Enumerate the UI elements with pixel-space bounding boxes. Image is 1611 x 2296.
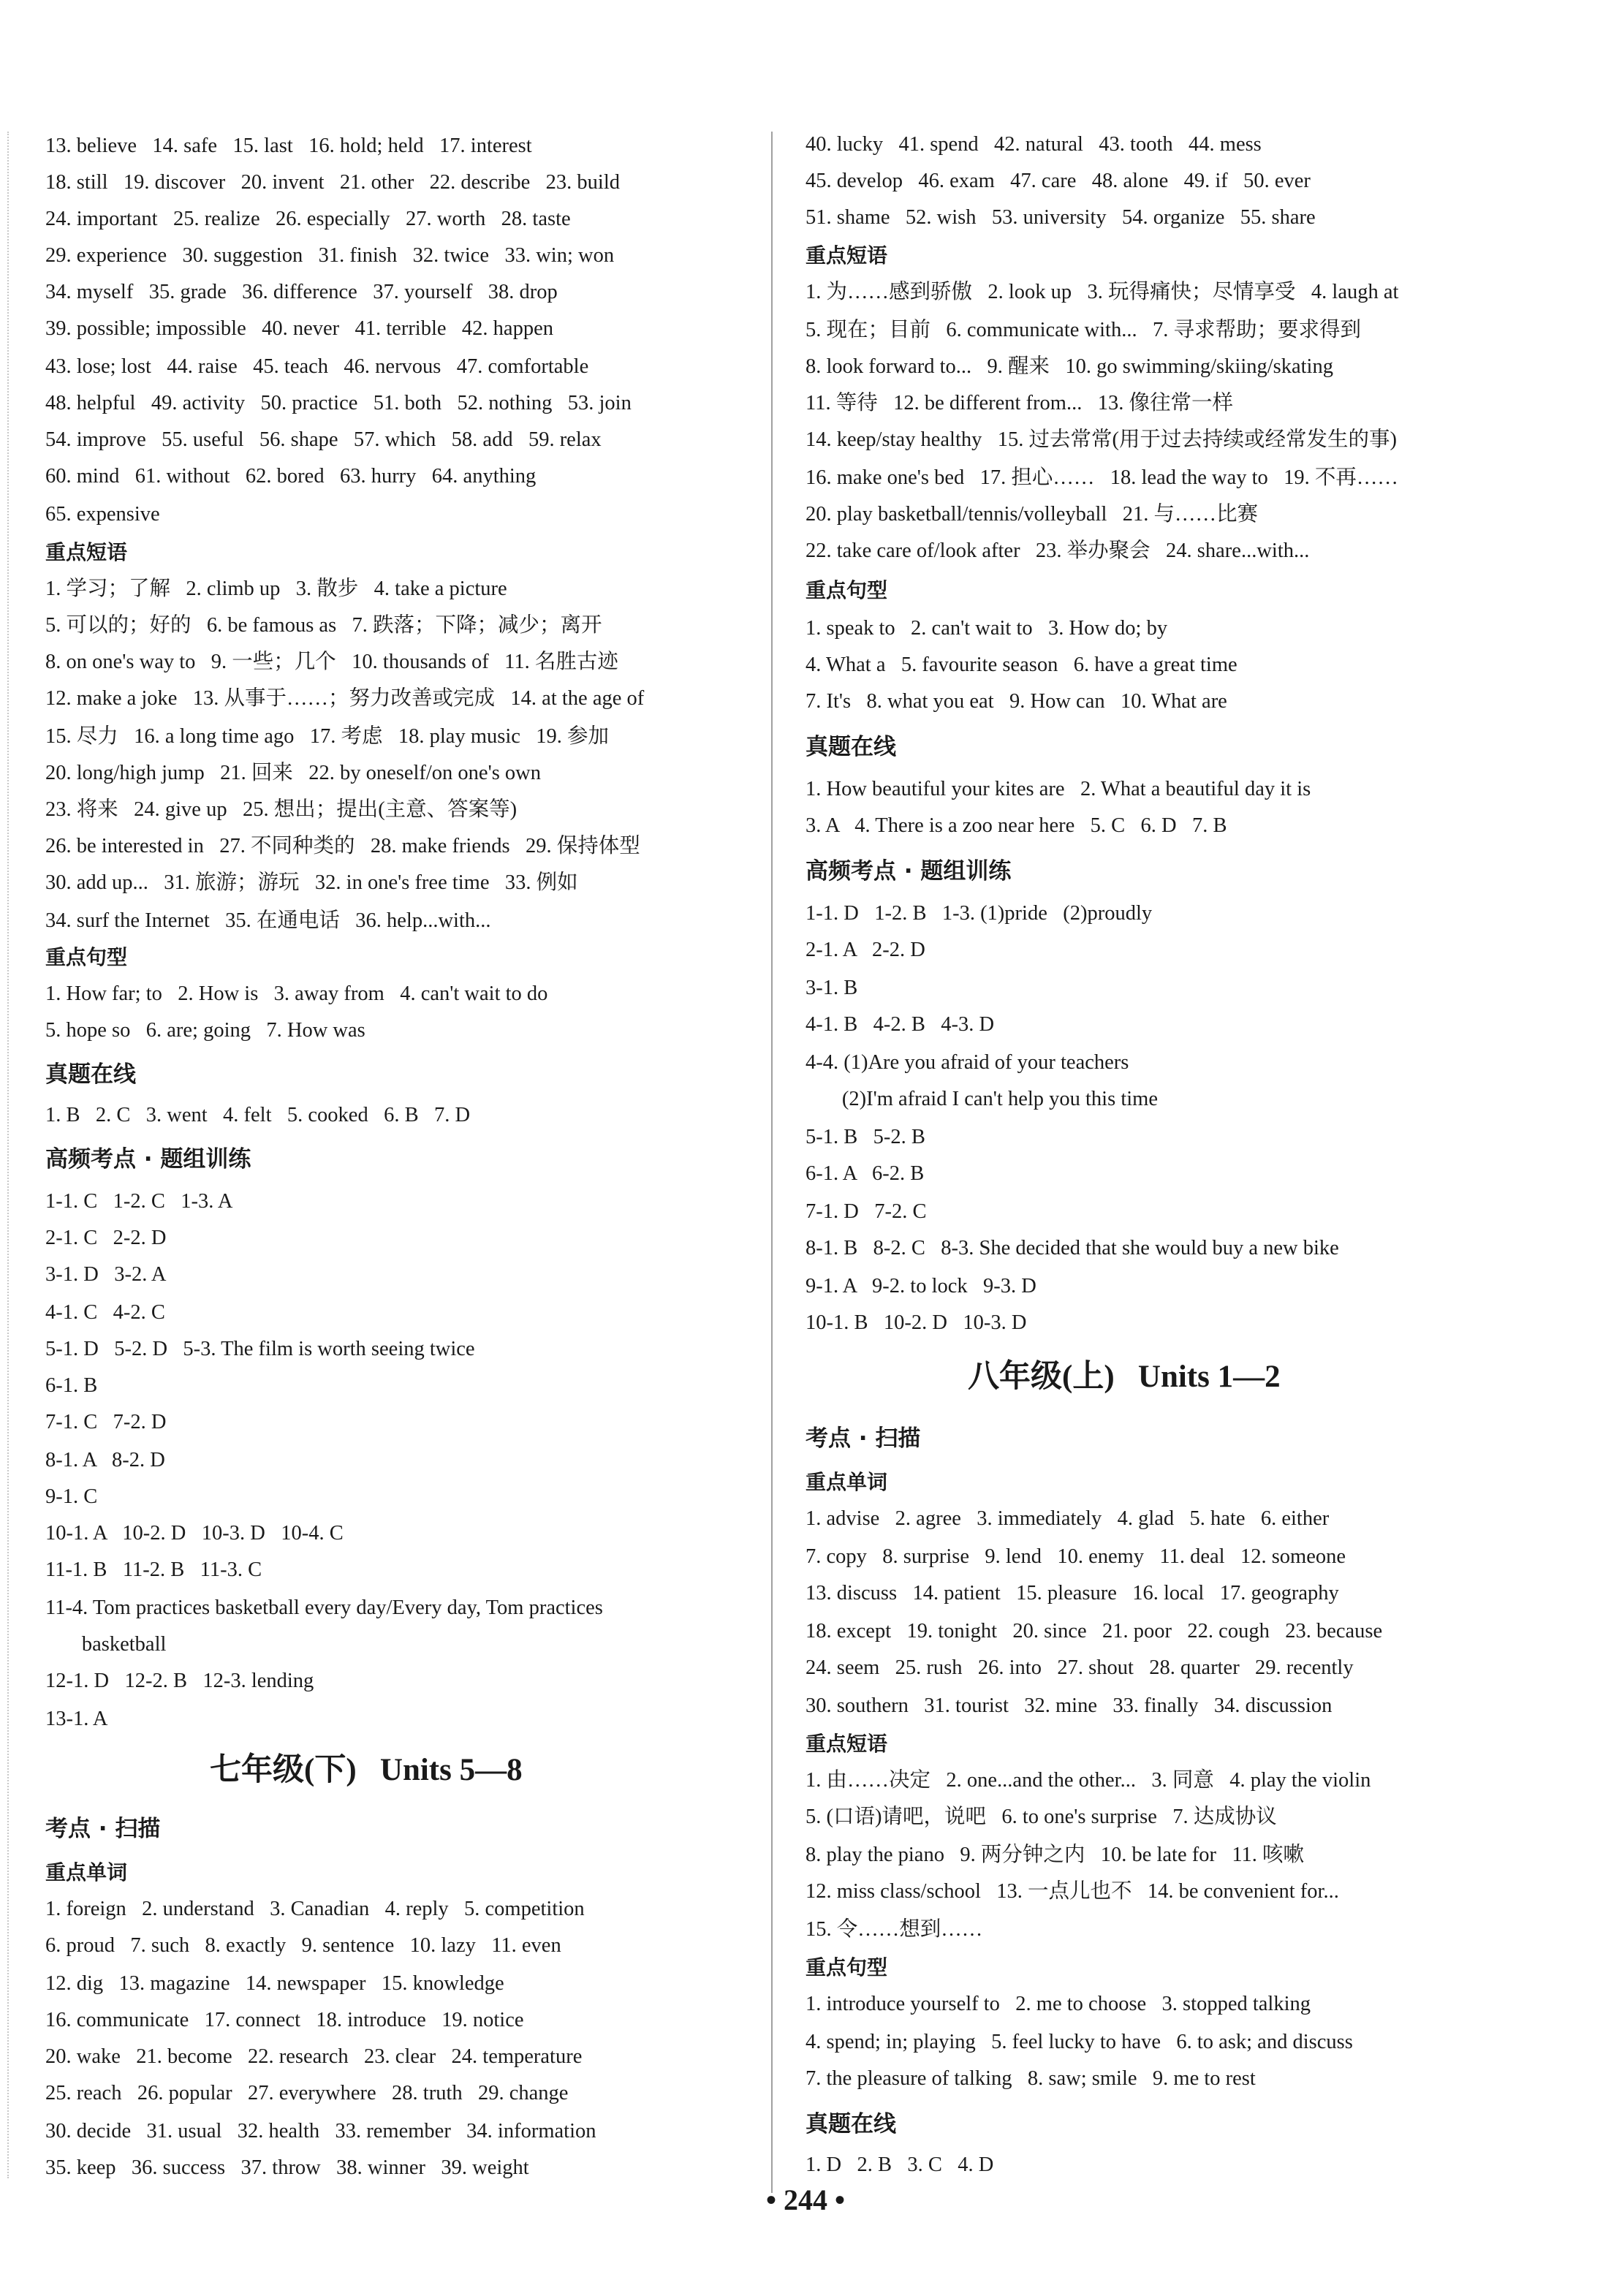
answer-line: 45. develop 46. exam 47. care 48. alone 49. if 50. ever	[806, 170, 1311, 192]
answer-line: 9-1. C	[45, 1485, 98, 1508]
answer-line: 16. communicate 17. connect 18. introduce 19. notice	[45, 2009, 524, 2031]
answer-line: 22. take care of/look after 23. 举办聚会 24. share...with...	[806, 539, 1310, 562]
answer-line: 14. keep/stay healthy 15. 过去常常(用于过去持续或经常发生的事)	[806, 428, 1397, 451]
answer-line: 54. improve 55. useful 56. shape 57. which 58. add 59. relax	[45, 428, 602, 451]
answer-line: 1. foreign 2. understand 3. Canadian 4. reply 5. competition	[45, 1898, 585, 1920]
answer-line: 30. southern 31. tourist 32. mine 33. finally 34. discussion	[806, 1694, 1333, 1717]
answer-line: 65. expensive	[45, 503, 160, 526]
answer-line: 1-1. C 1-2. C 1-3. A	[45, 1190, 233, 1213]
answer-line: 30. add up... 31. 旅游；游玩 32. in one's free time 33. 例如	[45, 871, 578, 894]
page-number: • 244 •	[765, 2183, 845, 2216]
answer-line: 15. 尽力 16. a long time ago 17. 考虑 18. play music 19. 参加	[45, 725, 610, 748]
answer-line: 7-1. D 7-2. C	[806, 1200, 927, 1223]
answer-line: 18. still 19. discover 20. invent 21. other 22. describe 23. build	[45, 171, 621, 194]
answer-line: 1. 学习；了解 2. climb up 3. 散步 4. take a picture	[45, 577, 507, 600]
answer-line: 1. How far; to 2. How is 3. away from 4. can't wait to do	[45, 982, 548, 1005]
answer-line: 34. myself 35. grade 36. difference 37. yourself 38. drop	[45, 281, 558, 303]
section-heading: 重点单词	[806, 1470, 888, 1494]
answer-line: 43. lose; lost 44. raise 45. teach 46. nervous 47. comfortable	[45, 355, 589, 378]
answer-line: 34. surf the Internet 35. 在通电话 36. help...with...	[45, 909, 491, 932]
section-heading: 重点单词	[45, 1860, 128, 1884]
answer-line: 8. look forward to... 9. 醒来 10. go swimming/skiing/skating	[806, 355, 1333, 378]
answer-line: 26. be interested in 27. 不同种类的 28. make friends 29. 保持体型	[45, 835, 640, 857]
answer-line: 1. advise 2. agree 3. immediately 4. glad 5. hate 6. either	[806, 1507, 1330, 1530]
answer-line: 3-1. B	[806, 977, 858, 999]
section-heading: 真题在线	[806, 734, 896, 760]
answer-line: 4-4. (1)Are you afraid of your teachers	[806, 1051, 1129, 1074]
answer-line: 39. possible; impossible 40. never 41. terrible 42. happen	[45, 317, 553, 340]
answer-line: 11. 等待 12. be different from... 13. 像往常一样	[806, 392, 1233, 414]
answer-line: 3. A 4. There is a zoo near here 5. C 6. D 7. B	[806, 814, 1227, 837]
answer-line: 4. spend; in; playing 5. feel lucky to have 6. to ask; and discuss	[806, 2031, 1353, 2053]
answer-line: 11-1. B 11-2. B 11-3. C	[45, 1558, 262, 1581]
answer-line: 1. speak to 2. can't wait to 3. How do; by	[806, 617, 1168, 640]
answer-line: 4-1. C 4-2. C	[45, 1301, 165, 1324]
answer-line: 1. D 2. B 3. C 4. D	[806, 2153, 994, 2176]
section-heading: 真题在线	[806, 2111, 896, 2137]
answer-line: (2)I'm afraid I can't help you this time	[806, 1088, 1158, 1110]
answer-line: 1. 为……感到骄傲 2. look up 3. 玩得痛快；尽情享受 4. laugh at	[806, 281, 1399, 303]
answer-line: 5-1. D 5-2. D 5-3. The film is worth seeing twice	[45, 1338, 475, 1360]
answer-line: 1. 由……决定 2. one...and the other... 3. 同意 4. play the violin	[806, 1769, 1371, 1792]
answer-line: 7. the pleasure of talking 8. saw; smile 9. me to rest	[806, 2067, 1256, 2090]
answer-line: 18. except 19. tonight 20. since 21. poor 22. cough 23. because	[806, 1620, 1383, 1643]
answer-line: 12. make a joke 13. 从事于……；努力改善或完成 14. at the age of	[45, 687, 645, 710]
answer-line: 30. decide 31. usual 32. health 33. remember 34. information	[45, 2120, 596, 2142]
answer-line: 12-1. D 12-2. B 12-3. lending	[45, 1670, 314, 1692]
answer-line: 12. miss class/school 13. 一点儿也不 14. be convenient for...	[806, 1880, 1339, 1903]
answer-line: basketball	[45, 1633, 167, 1656]
answer-line: 8. play the piano 9. 两分钟之内 10. be late for 11. 咳嗽	[806, 1844, 1305, 1866]
answer-line: 7. copy 8. surprise 9. lend 10. enemy 11. deal 12. someone	[806, 1545, 1346, 1568]
answer-line: 48. helpful 49. activity 50. practice 51. both 52. nothing 53. join	[45, 392, 632, 414]
answer-line: 6. proud 7. such 8. exactly 9. sentence 10. lazy 11. even	[45, 1934, 561, 1957]
answer-line: 8-1. B 8-2. C 8-3. She decided that she would buy a new bike	[806, 1237, 1339, 1259]
unit-title: 七年级(下) Units 5—8	[210, 1753, 523, 1787]
answer-line: 11-4. Tom practices basketball every day/Every day, Tom practices	[45, 1596, 603, 1619]
answer-line: 13-1. A	[45, 1708, 108, 1730]
answer-line: 20. play basketball/tennis/volleyball 21. 与……比赛	[806, 503, 1258, 526]
answer-line: 5. hope so 6. are; going 7. How was	[45, 1019, 365, 1042]
answer-line: 10-1. B 10-2. D 10-3. D	[806, 1311, 1027, 1334]
section-heading: 考点 · 扫描	[45, 1816, 161, 1842]
answer-line: 4. What a 5. favourite season 6. have a great time	[806, 653, 1237, 676]
answer-line: 1. B 2. C 3. went 4. felt 5. cooked 6. B 7. D	[45, 1104, 471, 1126]
answer-line: 40. lucky 41. spend 42. natural 43. tooth 44. mess	[806, 133, 1262, 156]
answer-line: 29. experience 30. suggestion 31. finish 32. twice 33. win; won	[45, 244, 615, 267]
section-heading: 高频考点 · 题组训练	[45, 1146, 251, 1172]
answer-line: 5-1. B 5-2. B	[806, 1126, 925, 1148]
answer-line: 15. 令……想到……	[806, 1918, 983, 1941]
answer-line: 3-1. D 3-2. A	[45, 1263, 167, 1286]
unit-title: 八年级(上) Units 1—2	[968, 1360, 1281, 1394]
answer-line: 5. (口语)请吧，说吧 6. to one's surprise 7. 达成协议	[806, 1806, 1277, 1828]
answer-line: 13. believe 14. safe 15. last 16. hold; held 17. interest	[45, 134, 532, 157]
answer-line: 35. keep 36. success 37. throw 38. winner 39. weight	[45, 2156, 529, 2179]
answer-line: 4-1. B 4-2. B 4-3. D	[806, 1013, 995, 1036]
section-heading: 重点句型	[45, 945, 128, 969]
answer-line: 2-1. C 2-2. D	[45, 1227, 167, 1249]
answer-line: 16. make one's bed 17. 担心…… 18. lead the way to 19. 不再……	[806, 466, 1398, 489]
answer-line: 20. wake 21. become 22. research 23. clear 24. temperature	[45, 2045, 583, 2068]
answer-line: 2-1. A 2-2. D	[806, 939, 925, 961]
answer-line: 25. reach 26. popular 27. everywhere 28. truth 29. change	[45, 2082, 569, 2104]
section-heading: 重点句型	[806, 1955, 888, 1979]
answer-line: 51. shame 52. wish 53. university 54. organize 55. share	[806, 206, 1316, 229]
column-divider	[771, 132, 773, 2193]
section-heading: 重点短语	[806, 243, 888, 268]
answer-line: 23. 将来 24. give up 25. 想出；提出(主意、答案等)	[45, 798, 518, 821]
answer-line: 1. introduce yourself to 2. me to choose 3. stopped talking	[806, 1993, 1311, 2015]
answer-line: 24. important 25. realize 26. especially 27. worth 28. taste	[45, 208, 571, 230]
answer-line: 8-1. A 8-2. D	[45, 1449, 165, 1471]
answer-line: 1-1. D 1-2. B 1-3. (1)pride (2)proudly	[806, 902, 1153, 925]
answer-line: 6-1. A 6-2. B	[806, 1162, 925, 1185]
answer-line: 7-1. C 7-2. D	[45, 1411, 167, 1433]
answer-line: 1. How beautiful your kites are 2. What a beautiful day it is	[806, 778, 1311, 800]
section-heading: 重点短语	[806, 1732, 888, 1756]
answer-line: 5. 可以的；好的 6. be famous as 7. 跌落；下降；减少；离开	[45, 614, 602, 637]
section-heading: 重点短语	[45, 540, 128, 564]
answer-line: 8. on one's way to 9. 一些；几个 10. thousands of 11. 名胜古迹	[45, 651, 618, 673]
section-heading: 考点 · 扫描	[806, 1425, 921, 1452]
answer-line: 5. 现在；目前 6. communicate with... 7. 寻求帮助；要求得到	[806, 319, 1361, 341]
answer-line: 9-1. A 9-2. to lock 9-3. D	[806, 1275, 1036, 1297]
answer-line: 12. dig 13. magazine 14. newspaper 15. knowledge	[45, 1972, 504, 1995]
answer-line: 20. long/high jump 21. 回来 22. by oneself/on one's own	[45, 762, 542, 784]
answer-line: 60. mind 61. without 62. bored 63. hurry 64. anything	[45, 465, 537, 488]
section-heading: 真题在线	[45, 1061, 136, 1088]
answer-line: 6-1. B	[45, 1374, 98, 1397]
answer-line: 10-1. A 10-2. D 10-3. D 10-4. C	[45, 1522, 344, 1545]
answer-line: 7. It's 8. what you eat 9. How can 10. What are	[806, 690, 1227, 713]
section-heading: 重点句型	[806, 578, 888, 602]
section-heading: 高频考点 · 题组训练	[806, 858, 1012, 884]
answer-line: 13. discuss 14. patient 15. pleasure 16. local 17. geography	[806, 1582, 1339, 1604]
scan-edge	[7, 132, 9, 2178]
answer-line: 24. seem 25. rush 26. into 27. shout 28. quarter 29. recently	[806, 1656, 1354, 1679]
